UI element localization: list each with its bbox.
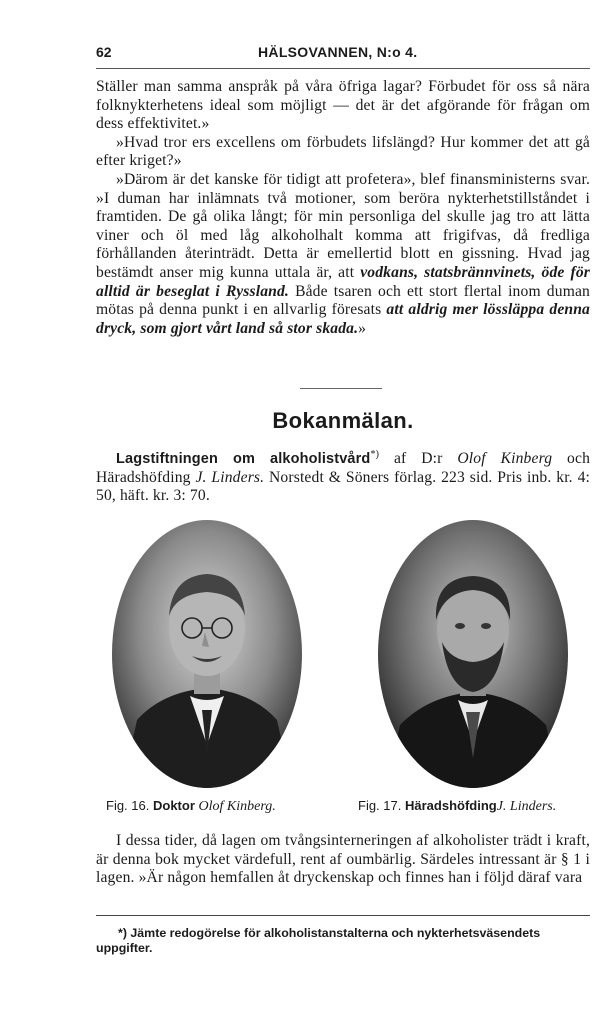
publisher-info: Norstedt & Söners förlag. 223 sid. Pris inb. kr. 4: 50, häft. kr. 3: 70. <box>96 468 590 505</box>
section-separator <box>300 388 382 389</box>
figure-caption-16 <box>106 798 276 815</box>
portrait-kinberg <box>112 520 302 788</box>
text-run: »Därom är det kanske för tidigt att profetera», blef finansministerns svar. »I duman har inlämnats två motioner, som beröra nykterhetstillståndet i framtiden. De gå olika långt; för min personliga del skulle jag tro att lätta viner och öl med låg alkoholhalt komma att frigifvas, då fredliga förhållanden återinträdt. Detta är emellertid blott en gissning. Hvad jag bestämdt anser mig kunna uttala är, att <box>96 170 590 281</box>
paragraph: Ställer man samma anspråk på våra öfriga lagar? Förbudet för oss så nära folknykterhetens ideal som möjligt — det är det afgörande för frågan om dess effektivitet.» <box>96 78 590 133</box>
interview-text <box>96 78 590 338</box>
text-run: af D:r <box>379 450 458 467</box>
review-entry <box>96 450 590 506</box>
paragraph: »Hvad tror ers excellens om förbudets lifslängd? Hur kommer det att gå efter kriget?» <box>96 133 590 170</box>
figure-title: Häradshöfding <box>404 798 497 813</box>
figure-label: Fig. 16. <box>106 798 150 813</box>
running-head <box>96 44 590 64</box>
book-title: Lagstiftningen om alkoholistvård <box>116 451 371 467</box>
portrait-kinberg-image <box>112 520 302 788</box>
author-name: Olof Kinberg <box>457 450 553 467</box>
paragraph <box>96 450 590 506</box>
paragraph <box>96 171 590 338</box>
text-run: Både tsaren och ett stort flertal inom duman mötas på denna punkt i en allvarlig föresats <box>96 282 590 319</box>
closing-quote: » <box>358 319 367 337</box>
portrait-linders <box>378 520 568 788</box>
figure-person-name: Olof Kinberg. <box>198 799 276 814</box>
text-run: och Häradshöfding <box>96 450 591 486</box>
footnote: *) Jämte redogörelse för alkoholistanstalterna och nykterhetsväsendets uppgifter. <box>96 926 541 955</box>
header-rule <box>96 68 590 69</box>
journal-title: HÄLSOVANNEN, N:o 4. <box>258 44 418 60</box>
figure-person-name: J. Linders. <box>496 799 557 814</box>
footnote-reference[interactable]: *) <box>370 448 380 460</box>
coauthor-name: J. Linders. <box>195 468 265 486</box>
emphasized-text: att aldrig mer lössläppa denna dryck, som gjort vårt land så stor skada. <box>96 301 590 337</box>
figure-title: Doktor <box>152 798 195 813</box>
portrait-linders-image <box>378 520 568 788</box>
page-number: 62 <box>96 44 112 60</box>
figure-label: Fig. 17. <box>358 798 402 813</box>
footnote-rule <box>96 915 590 916</box>
section-heading: Bokanmälan. <box>272 408 414 433</box>
figure-caption-17 <box>358 798 556 815</box>
review-body-text <box>96 832 590 888</box>
paragraph: I dessa tider, då lagen om tvångsinterneringen af alkoholister trädt i kraft, är denna bok mycket värdefull, rent af oumbärlig. Särdeles intressant är § 1 i lagen. »Är någon hemfallen åt dryckenskap och finnes han i följd däraf vara <box>96 832 590 887</box>
emphasized-text: vodkans, statsbrännvinets, öde för alltid är beseglat i Ryssland. <box>96 263 590 300</box>
